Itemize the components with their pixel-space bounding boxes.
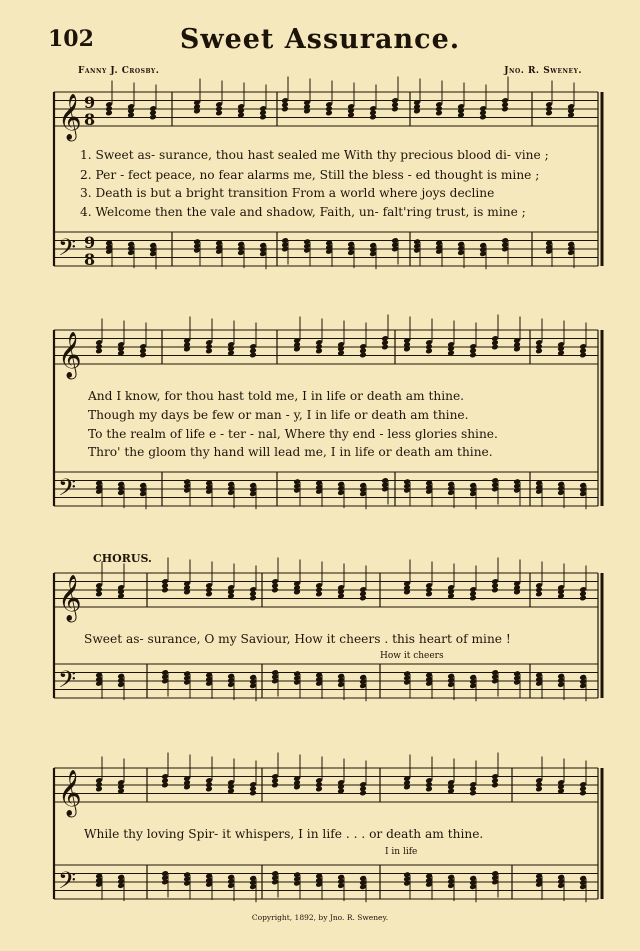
notehead (315, 348, 323, 355)
notehead (315, 591, 323, 598)
notehead (469, 790, 477, 797)
hymn-title: Sweet Assurance. (179, 24, 461, 55)
notehead (161, 587, 169, 594)
composer-credit: Jno. R. Sweney. (504, 66, 582, 76)
treble-clef: 𝄞 (58, 770, 82, 816)
time-signature-top: 9 (84, 93, 96, 112)
notehead (501, 106, 509, 113)
verse-4-line-1: 4. Welcome then the vale and shadow, Faith, un- falt'ring trust, is mine ; (80, 205, 526, 219)
chorus-line-2: While thy loving Spir- it whispers, I in life . . . or death am thine. (84, 827, 484, 841)
notehead (391, 106, 399, 113)
notehead (315, 786, 323, 793)
notehead (469, 352, 477, 359)
notehead (491, 587, 499, 594)
notehead (249, 595, 257, 602)
notehead (425, 591, 433, 598)
notehead (359, 790, 367, 797)
bass-clef: 𝄢 (58, 473, 77, 507)
treble-clef: 𝄞 (58, 575, 82, 621)
page-number: 102 (48, 26, 94, 52)
time-signature-top: 9 (84, 233, 96, 252)
notehead (215, 110, 223, 117)
author-credit: Fanny J. Crosby. (78, 66, 160, 76)
notehead (161, 782, 169, 789)
notehead (105, 110, 113, 117)
notehead (425, 786, 433, 793)
notehead (579, 790, 587, 797)
bass-clef: 𝄢 (58, 665, 77, 699)
notehead (95, 591, 103, 598)
bass-clef: 𝄢 (58, 233, 77, 267)
notehead (535, 348, 543, 355)
chorus-line-1-bass-words: How it cheers (380, 651, 444, 661)
bass-clef: 𝄢 (58, 866, 77, 900)
treble-clef: 𝄞 (58, 332, 82, 378)
verse-1-line-1: 1. Sweet as- surance, thou hast sealed me With thy precious blood di- vine ; (80, 148, 549, 162)
notehead (271, 587, 279, 594)
copyright-notice: Copyright, 1892, by Jno. R. Sweney. (251, 913, 389, 922)
chorus-line-1: Sweet as- surance, O my Saviour, How it cheers . this heart of mine ! (84, 632, 511, 646)
notehead (425, 348, 433, 355)
notehead (271, 782, 279, 789)
verse-1-line-2: And I know, for thou hast told me, I in life or death am thine. (88, 389, 465, 403)
notehead (491, 782, 499, 789)
notehead (359, 595, 367, 602)
notehead (579, 595, 587, 602)
notehead (149, 114, 157, 121)
time-signature-bottom: 8 (84, 110, 96, 129)
notehead (95, 786, 103, 793)
notehead (491, 344, 499, 351)
notehead (579, 352, 587, 359)
verse-2-line-1: 2. Per - fect peace, no fear alarms me, Still the bless - ed thought is mine ; (80, 168, 540, 182)
notehead (479, 114, 487, 121)
notehead (205, 591, 213, 598)
verse-2-line-2: Though my days be few or man - y, I in life or death am thine. (88, 408, 469, 422)
notehead (545, 110, 553, 117)
notehead (325, 110, 333, 117)
notehead (139, 352, 147, 359)
notehead (381, 344, 389, 351)
notehead (535, 786, 543, 793)
notehead (535, 591, 543, 598)
notehead (205, 348, 213, 355)
chorus-line-2-bass-words: I in life (385, 847, 418, 857)
chorus-label: CHORUS. (93, 552, 152, 565)
verse-4-line-2: Thro' the gloom thy hand will lead me, I in life or death am thine. (88, 445, 493, 459)
time-signature-bottom: 8 (84, 250, 96, 269)
notehead (249, 790, 257, 797)
notehead (435, 110, 443, 117)
notehead (259, 114, 267, 121)
verse-3-line-1: 3. Death is but a bright transition From a world where joys decline (80, 186, 495, 200)
notehead (205, 786, 213, 793)
treble-clef: 𝄞 (58, 94, 82, 140)
notehead (249, 352, 257, 359)
notehead (359, 352, 367, 359)
notehead (281, 106, 289, 113)
notehead (469, 595, 477, 602)
verse-3-line-2: To the realm of life e - ter - nal, Where thy end - less glories shine. (88, 427, 498, 441)
notehead (369, 114, 377, 121)
notehead (95, 348, 103, 355)
